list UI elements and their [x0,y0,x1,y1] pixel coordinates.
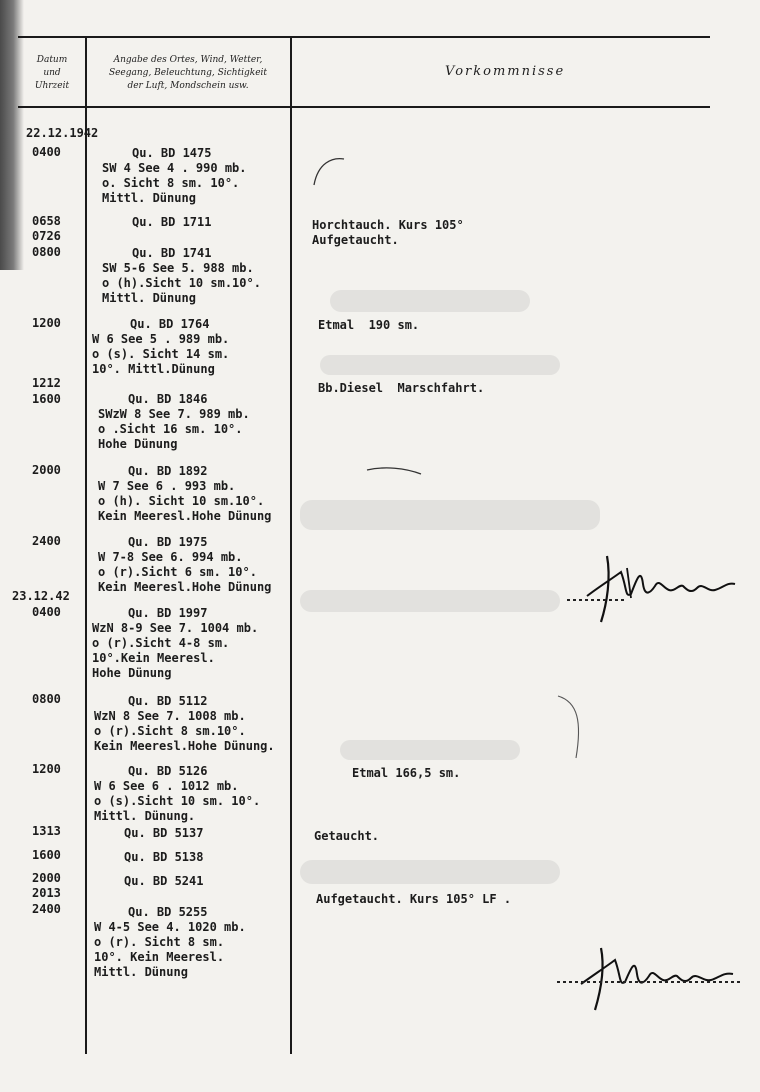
location-line: o (s).Sicht 10 sm. 10°. [94,794,261,808]
table-top-rule [18,36,710,38]
header-bottom-rule [18,106,710,108]
location-line: Qu. BD 5112 [128,694,208,708]
signature-1 [565,548,750,628]
entry-time: 1200 [32,762,61,776]
header-col-events: Vorkommnisse [445,64,566,79]
location-line: o. Sicht 8 sm. 10°. [102,176,240,190]
entry-location [98,535,271,595]
location-line: Qu. BD 5255 [128,905,208,919]
location-line: o (r). Sicht 8 sm. [94,935,225,949]
entry-location [94,694,275,754]
location-line: Mittl. Dünung [102,291,196,305]
date-heading: 23.12.42 [12,589,70,603]
location-line: o (r).Sicht 8 sm.10°. [94,724,246,738]
location-line: Kein Meeresl.Hohe Dünung [98,580,272,594]
location-line: Qu. BD 1741 [132,246,212,260]
location-line: 10°.Kein Meeresl. [92,651,215,665]
location-line: Qu. BD 1475 [132,146,212,160]
scan-smudge [300,500,600,530]
location-line: o .Sicht 16 sm. 10°. [98,422,243,436]
pencil-mark [308,155,348,191]
scan-shadow [0,0,24,270]
column-divider-1 [85,38,87,1054]
location-line: WzN 8 See 7. 1008 mb. [94,709,246,723]
location-line: Qu. BD 1846 [128,392,208,406]
pencil-mark [365,462,425,478]
entry-event: Bb.Diesel Marschfahrt. [318,381,485,395]
entry-location [94,764,260,824]
entry-event: Getaucht. [314,829,380,843]
entry-event: Etmal 166,5 sm. [352,766,461,780]
location-line: Hohe Dünung [92,666,172,680]
entry-event: Etmal 190 sm. [318,318,420,332]
entry-time: 2000 [32,871,61,885]
location-line: Qu. BD 1764 [130,317,210,331]
header-col-location: Angabe des Ortes, Wind, Wetter, Seegang, Beleuchtung, Sichtigkeit der Luft, Mondschein usw. [108,55,268,91]
entry-location [124,850,203,865]
location-line: o (r).Sicht 6 sm. 10°. [98,565,257,579]
entry-event: Horchtauch. Kurs 105° [312,218,464,232]
entry-location [124,874,203,889]
entry-time: 0400 [32,605,61,619]
location-line: Qu. BD 5126 [128,764,208,778]
location-line: o (h).Sicht 10 sm.10°. [102,276,261,290]
location-line: 10°. Kein Meeresl. [94,950,225,964]
entry-location [92,606,258,681]
location-line: SW 5-6 See 5. 988 mb. [102,261,254,275]
entry-time: 1600 [32,392,61,406]
entry-time: 0800 [32,245,61,259]
scan-smudge [340,740,520,760]
scan-smudge [330,290,530,312]
header-col-date: Datum und Uhrzeit [34,55,70,91]
location-line: Hohe Dünung [98,437,178,451]
entry-event: Aufgetaucht. Kurs 105° LF . [316,892,512,906]
location-line: Qu. BD 1997 [128,606,208,620]
location-line: Mittl. Dünung [102,191,196,205]
entry-time: 2400 [32,534,61,548]
entry-time: 2000 [32,463,61,477]
location-line: WzN 8-9 See 7. 1004 mb. [92,621,259,635]
entry-location [102,246,261,306]
location-line: Qu. BD 1711 [132,215,212,229]
location-line: Qu. BD 5137 [124,826,204,840]
location-line: o (h). Sicht 10 sm.10°. [98,494,265,508]
date-heading: 22.12.1942 [26,126,99,140]
entry-time: 1212 [32,376,61,390]
location-line: Mittl. Dünung [94,965,188,979]
column-divider-2 [290,38,292,1054]
signature-2 [555,942,745,1014]
location-line: o (r).Sicht 4-8 sm. [92,636,230,650]
location-line: Mittl. Dünung. [94,809,196,823]
entry-location [92,317,229,377]
location-line: Kein Meeresl.Hohe Dünung. [94,739,275,753]
entry-location [132,215,211,230]
location-line: Kein Meeresl.Hohe Dünung [98,509,272,523]
location-line: SW 4 See 4 . 990 mb. [102,161,247,175]
entry-time: 1313 [32,824,61,838]
location-line: W 7 See 6 . 993 mb. [98,479,236,493]
location-line: SWzW 8 See 7. 989 mb. [98,407,250,421]
entry-location [102,146,247,206]
entry-location [98,464,271,524]
entry-time: 0658 [32,214,61,228]
entry-time: 0400 [32,145,61,159]
location-line: W 6 See 6 . 1012 mb. [94,779,239,793]
entry-location [124,826,203,841]
location-line: o (s). Sicht 14 sm. [92,347,230,361]
location-line: W 4-5 See 4. 1020 mb. [94,920,246,934]
location-line: Qu. BD 5241 [124,874,204,888]
entry-time: 0726 [32,229,61,243]
entry-location [98,392,250,452]
location-line: W 7-8 See 6. 994 mb. [98,550,243,564]
entry-time: 2013 [32,886,61,900]
entry-time: 0800 [32,692,61,706]
scan-smudge [300,590,560,612]
entry-location [94,905,246,980]
location-line: 10°. Mittl.Dünung [92,362,215,376]
location-line: Qu. BD 5138 [124,850,204,864]
location-line: Qu. BD 1892 [128,464,208,478]
scan-smudge [300,860,560,884]
location-line: W 6 See 5 . 989 mb. [92,332,230,346]
pencil-mark [548,692,588,762]
location-line: Qu. BD 1975 [128,535,208,549]
entry-time: 2400 [32,902,61,916]
entry-event: Aufgetaucht. [312,233,399,247]
entry-time: 1200 [32,316,61,330]
scan-smudge [320,355,560,375]
entry-time: 1600 [32,848,61,862]
